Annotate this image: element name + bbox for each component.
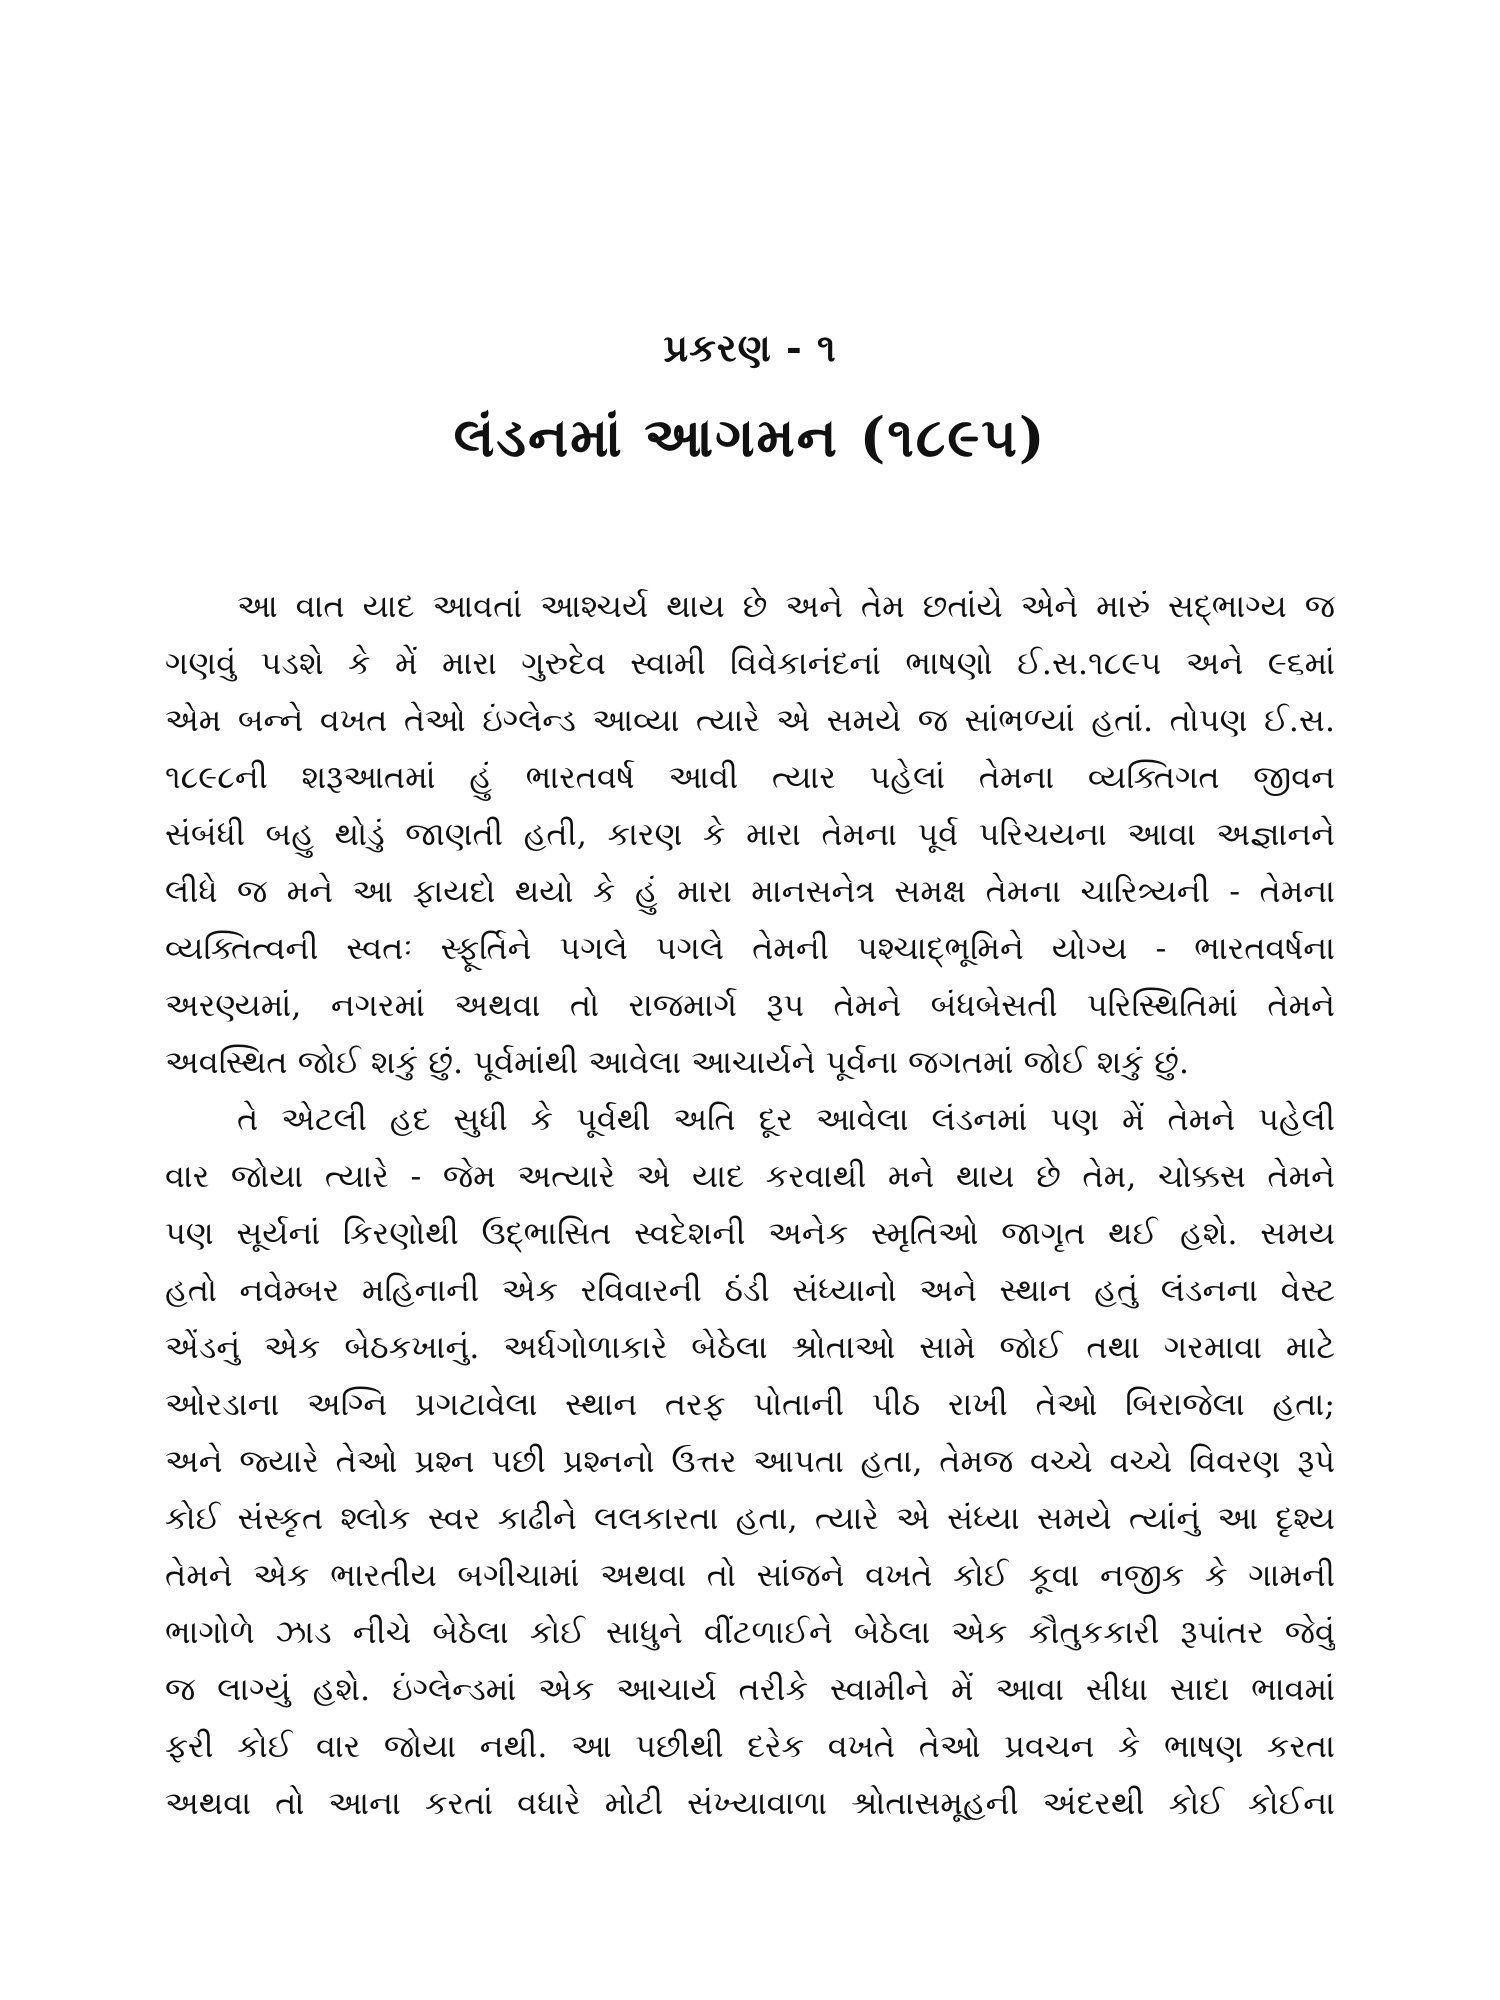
text-line: અવસ્થિત જોઈ શકું છું. પૂર્વમાંથી આવેલા આચાર્યને પૂર્વના જગતમાં જોઈ શકું છું. [165, 1043, 1190, 1081]
body-text [165, 578, 1335, 1832]
text-line: અથવા તો આના કરતાં વધારે મોટી સંખ્યાવાળા શ્રોતાસમૂહની અંદરથી કોઈ કોઈના [165, 1784, 1335, 1822]
chapter-label: પ્રકરણ - ૧ [663, 325, 837, 370]
text-line: આ વાત યાદ આવતાં આશ્ચર્ય થાય છે અને તેમ છતાંયે એને મારું સદ્ભાગ્ય જ [237, 587, 1335, 625]
text-line: અને જ્યારે તેઓ પ્રશ્ન પછી પ્રશ્નનો ઉત્તર આપતા હતા, તેમજ વચ્ચે વચ્ચે વિવરણ રૂપે [165, 1442, 1335, 1480]
text-line: સંબંધી બહુ થોડું જાણતી હતી, કારણ કે મારા તેમના પૂર્વ પરિચયના આવા અજ્ઞાનને [165, 815, 1335, 853]
chapter-title: લંડનમાં આગમન (૧૮૯૫) [453, 405, 1047, 469]
text-line: એંડનું એક બેઠકખાનું. અર્ધગોળાકારે બેઠેલા શ્રોતાઓ સામે જોઈ તથા ગરમાવા માટે [165, 1328, 1335, 1366]
text-line: હતો નવેમ્બર મહિનાની એક રવિવારની ઠંડી સંધ્યાનો અને સ્થાન હતું લંડનના વેસ્ટ [165, 1271, 1335, 1309]
text-line: તે એટલી હદ સુધી કે પૂર્વથી અતિ દૂર આવેલા લંડનમાં પણ મેં તેમને પહેલી [237, 1100, 1335, 1138]
text-line: ૧૮૯૮ની શરૂઆતમાં હું ભારતવર્ષ આવી ત્યાર પહેલાં તેમના વ્યક્તિગત જીવન [165, 758, 1335, 796]
text-line: લીધે જ મને આ ફાયદો થયો કે હું મારા માનસનેત્ર સમક્ષ તેમના ચારિત્ર્યની - તેમના [165, 872, 1335, 910]
text-line: તેમને એક ભારતીય બગીચામાં અથવા તો સાંજને વખતે કોઈ કૂવા નજીક કે ગામની [165, 1556, 1335, 1594]
text-line: વ્યક્તિત્વની સ્વતઃ સ્ફૂર્તિને પગલે પગલે તેમની પશ્ચાદ્ભૂમિને યોગ્ય - ભારતવર્ષના [165, 929, 1335, 967]
text-line: ઓરડાના અગ્નિ પ્રગટાવેલા સ્થાન તરફ પોતાની પીઠ રાખી તેઓ બિરાજેલા હતા; [165, 1385, 1335, 1423]
text-line: જ લાગ્યું હશે. ઇંગ્લેન્ડમાં એક આચાર્ય તરીકે સ્વામીને મેં આવા સીધા સાદા ભાવમાં [165, 1670, 1335, 1708]
text-line: ગણવું પડશે કે મેં મારા ગુરુદેવ સ્વામી વિવેકાનંદનાં ભાષણો ઈ.સ.૧૮૯૫ અને ૯૬માં [165, 644, 1335, 682]
text-line: ભાગોળે ઝાડ નીચે બેઠેલા કોઈ સાધુને વીંટળાઈને બેઠેલા એક કૌતુકકારી રૂપાંતર જેવું [165, 1613, 1335, 1651]
text-line: પણ સૂર્યનાં કિરણોથી ઉદ્ભાસિત સ્વદેશની અનેક સ્મૃતિઓ જાગૃત થઈ હશે. સમય [165, 1214, 1335, 1252]
text-line: કોઈ સંસ્કૃત શ્લોક સ્વર કાઢીને લલકારતા હતા, ત્યારે એ સંધ્યા સમયે ત્યાંનું આ દૃશ્ય [165, 1499, 1335, 1537]
text-line: અરણ્યમાં, નગરમાં અથવા તો રાજમાર્ગ રૂપ તેમને બંધબેસતી પરિસ્થિતિમાં તેમને [165, 986, 1335, 1024]
text-line: એમ બન્ને વખત તેઓ ઇંગ્લેન્ડ આવ્યા ત્યારે એ સમયે જ સાંભળ્યાં હતાં. તોપણ ઈ.સ. [165, 701, 1335, 739]
text-line: વાર જોયા ત્યારે - જેમ અત્યારે એ યાદ કરવાથી મને થાય છે તેમ, ચોક્કસ તેમને [165, 1157, 1335, 1195]
text-line: ફરી કોઈ વાર જોયા નથી. આ પછીથી દરેક વખતે તેઓ પ્રવચન કે ભાષણ કરતા [165, 1727, 1335, 1765]
